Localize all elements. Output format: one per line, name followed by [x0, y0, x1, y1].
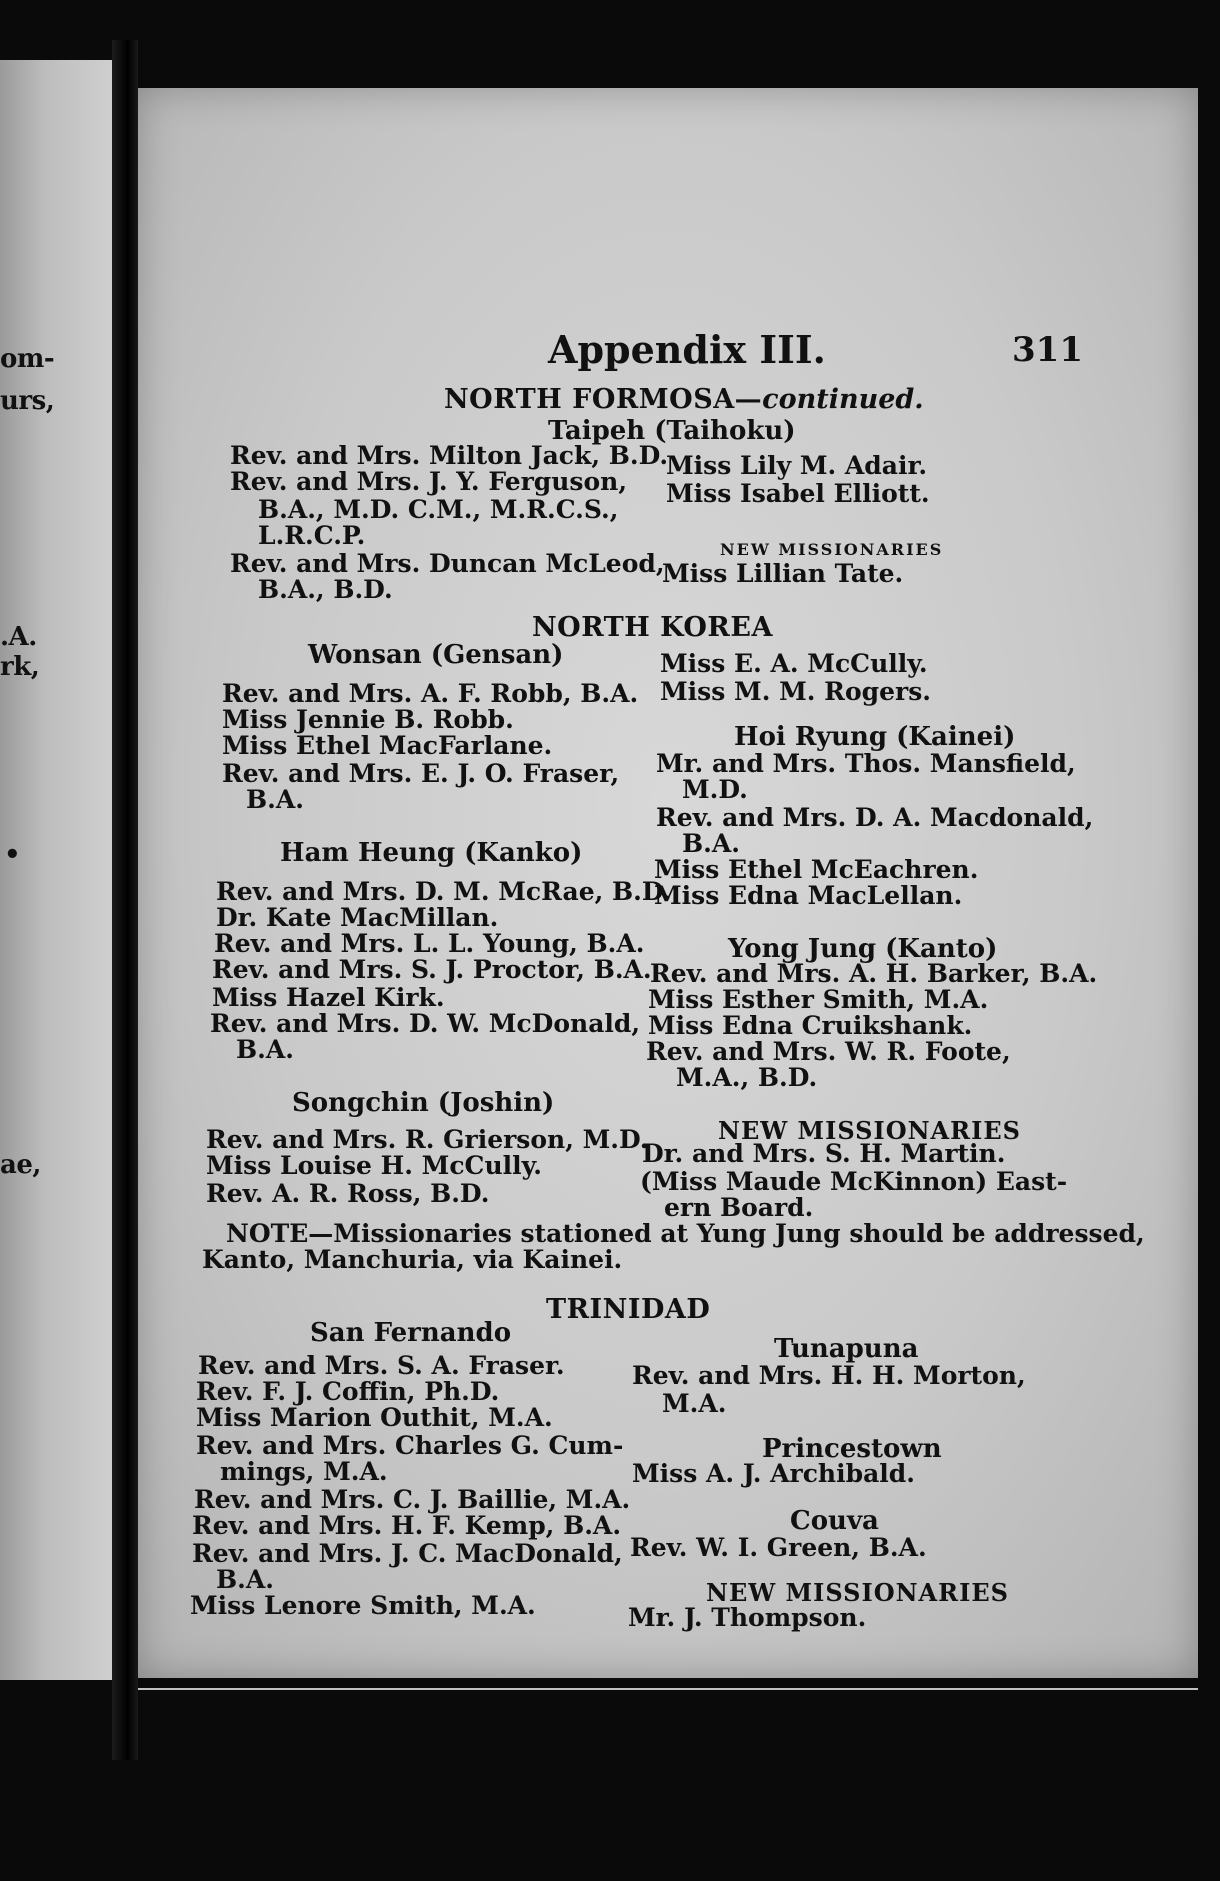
missionary-entry: Miss Louise H. McCully. — [206, 1151, 542, 1180]
missionary-entry: Miss Jennie B. Robb. — [222, 705, 514, 734]
missionary-entry: Rev. and Mrs. Milton Jack, B.D. — [230, 441, 669, 470]
missionary-entry: ern Board. — [664, 1193, 814, 1222]
station-wonsan: Wonsan (Gensan) — [308, 640, 564, 670]
missionary-entry: B.A., B.D. — [258, 575, 393, 604]
missionary-entry: Rev. and Mrs. D. W. McDonald, — [210, 1009, 641, 1038]
left-margin-text: urs, — [0, 386, 55, 416]
left-margin-text: • — [4, 840, 21, 870]
note-line: Kanto, Manchuria, via Kainei. — [202, 1245, 623, 1274]
missionary-entry: M.A., B.D. — [676, 1063, 818, 1092]
new-missionaries-label: NEW MISSIONARIES — [720, 540, 944, 559]
fold-line — [138, 1688, 1198, 1690]
missionary-entry: Rev. and Mrs. Charles G. Cum- — [196, 1431, 624, 1460]
station-taipeh: Taipeh (Taihoku) — [548, 416, 796, 446]
left-margin-text: om- — [0, 344, 55, 374]
book-gutter — [112, 40, 138, 1760]
missionary-entry: Rev. and Mrs. S. J. Proctor, B.A. — [212, 955, 652, 984]
missionary-entry: Miss Hazel Kirk. — [212, 983, 445, 1012]
missionary-entry: Mr. J. Thompson. — [628, 1603, 867, 1632]
missionary-entry: Rev. F. J. Coffin, Ph.D. — [196, 1377, 500, 1406]
missionary-entry: Rev. and Mrs. W. R. Foote, — [646, 1037, 1011, 1066]
station-san-fernando: San Fernando — [310, 1318, 512, 1348]
left-margin-text: ae, — [0, 1150, 41, 1180]
missionary-entry: L.R.C.P. — [258, 521, 366, 550]
missionary-entry: Miss Edna MacLellan. — [654, 881, 963, 910]
missionary-entry: Rev. and Mrs. J. Y. Ferguson, — [230, 467, 628, 496]
station-tunapuna: Tunapuna — [774, 1334, 919, 1364]
missionary-entry: Rev. and Mrs. D. M. McRae, B.D. — [216, 877, 672, 906]
missionary-entry: Rev. and Mrs. A. F. Robb, B.A. — [222, 679, 639, 708]
missionary-entry: Rev. and Mrs. R. Grierson, M.D. — [206, 1125, 649, 1154]
missionary-entry: Rev. and Mrs. D. A. Macdonald, — [656, 803, 1094, 832]
section-heading-north-korea: NORTH KOREA — [532, 612, 773, 643]
new-missionaries-label: NEW MISSIONARIES — [706, 1578, 1009, 1607]
missionary-entry: Miss Lenore Smith, M.A. — [190, 1591, 536, 1620]
missionary-entry: M.D. — [682, 775, 748, 804]
missionary-entry: B.A. — [216, 1565, 274, 1594]
page-number: 311 — [1012, 330, 1083, 370]
missionary-entry: B.A. — [682, 829, 740, 858]
left-margin-text: .A. — [0, 622, 37, 652]
missionary-entry: Rev. W. I. Green, B.A. — [630, 1533, 927, 1562]
missionary-entry: Miss M. M. Rogers. — [660, 677, 931, 706]
missionary-entry: Rev. and Mrs. Duncan McLeod, — [230, 549, 665, 578]
missionary-entry: Miss Ethel McEachren. — [654, 855, 979, 884]
section-heading-trinidad: TRINIDAD — [546, 1294, 711, 1325]
station-yong-jung: Yong Jung (Kanto) — [728, 934, 998, 964]
missionary-entry: Miss Lily M. Adair. — [666, 451, 928, 480]
missionary-entry: Miss Marion Outhit, M.A. — [196, 1403, 553, 1432]
missionary-entry: Rev. and Mrs. A. H. Barker, B.A. — [650, 959, 1098, 988]
missionary-entry: Miss A. J. Archibald. — [632, 1459, 915, 1488]
missionary-entry: Rev. and Mrs. S. A. Fraser. — [198, 1351, 565, 1380]
new-missionaries-label: NEW MISSIONARIES — [718, 1116, 1021, 1145]
missionary-entry: B.A. — [246, 785, 304, 814]
missionary-entry: Rev. and Mrs. H. F. Kemp, B.A. — [192, 1511, 622, 1540]
missionary-entry: Rev. A. R. Ross, B.D. — [206, 1179, 490, 1208]
missionary-entry: Rev. and Mrs. E. J. O. Fraser, — [222, 759, 620, 788]
missionary-entry: (Miss Maude McKinnon) East- — [640, 1167, 1068, 1196]
missionary-entry: Mr. and Mrs. Thos. Mansfield, — [656, 749, 1076, 778]
station-ham-heung: Ham Heung (Kanko) — [280, 838, 583, 868]
missionary-entry: M.A. — [662, 1389, 727, 1418]
page-header-title: Appendix III. — [548, 327, 826, 372]
missionary-entry: B.A. — [236, 1035, 294, 1064]
section-heading-north-formosa: NORTH FORMOSA—continued. — [444, 384, 924, 415]
missionary-entry: Rev. and Mrs. C. J. Baillie, M.A. — [194, 1485, 631, 1514]
missionary-entry: Rev. and Mrs. H. H. Morton, — [632, 1361, 1026, 1390]
missionary-entry: B.A., M.D. C.M., M.R.C.S., — [258, 495, 619, 524]
station-songchin: Songchin (Joshin) — [292, 1088, 555, 1118]
missionary-entry: Miss E. A. McCully. — [660, 649, 928, 678]
missionary-entry: Rev. and Mrs. J. C. MacDonald, — [192, 1539, 623, 1568]
left-margin-text: rk, — [0, 652, 40, 682]
missionary-entry: Miss Lillian Tate. — [662, 559, 904, 588]
missionary-entry: Dr. Kate MacMillan. — [216, 903, 499, 932]
station-hoi-ryung: Hoi Ryung (Kainei) — [734, 722, 1016, 752]
missionary-entry: Miss Ethel MacFarlane. — [222, 731, 553, 760]
missionary-entry: mings, M.A. — [220, 1457, 388, 1486]
left-page-fragment — [0, 60, 112, 1680]
station-couva: Couva — [790, 1506, 879, 1536]
missionary-entry: Miss Isabel Elliott. — [666, 479, 930, 508]
missionary-entry: Rev. and Mrs. L. L. Young, B.A. — [214, 929, 645, 958]
missionary-entry: Miss Edna Cruikshank. — [648, 1011, 973, 1040]
missionary-entry: Dr. and Mrs. S. H. Martin. — [642, 1139, 1006, 1168]
missionary-entry: Miss Esther Smith, M.A. — [648, 985, 989, 1014]
station-princestown: Princestown — [762, 1434, 942, 1464]
note-line: NOTE—Missionaries stationed at Yung Jung should be addressed, — [226, 1219, 1145, 1248]
